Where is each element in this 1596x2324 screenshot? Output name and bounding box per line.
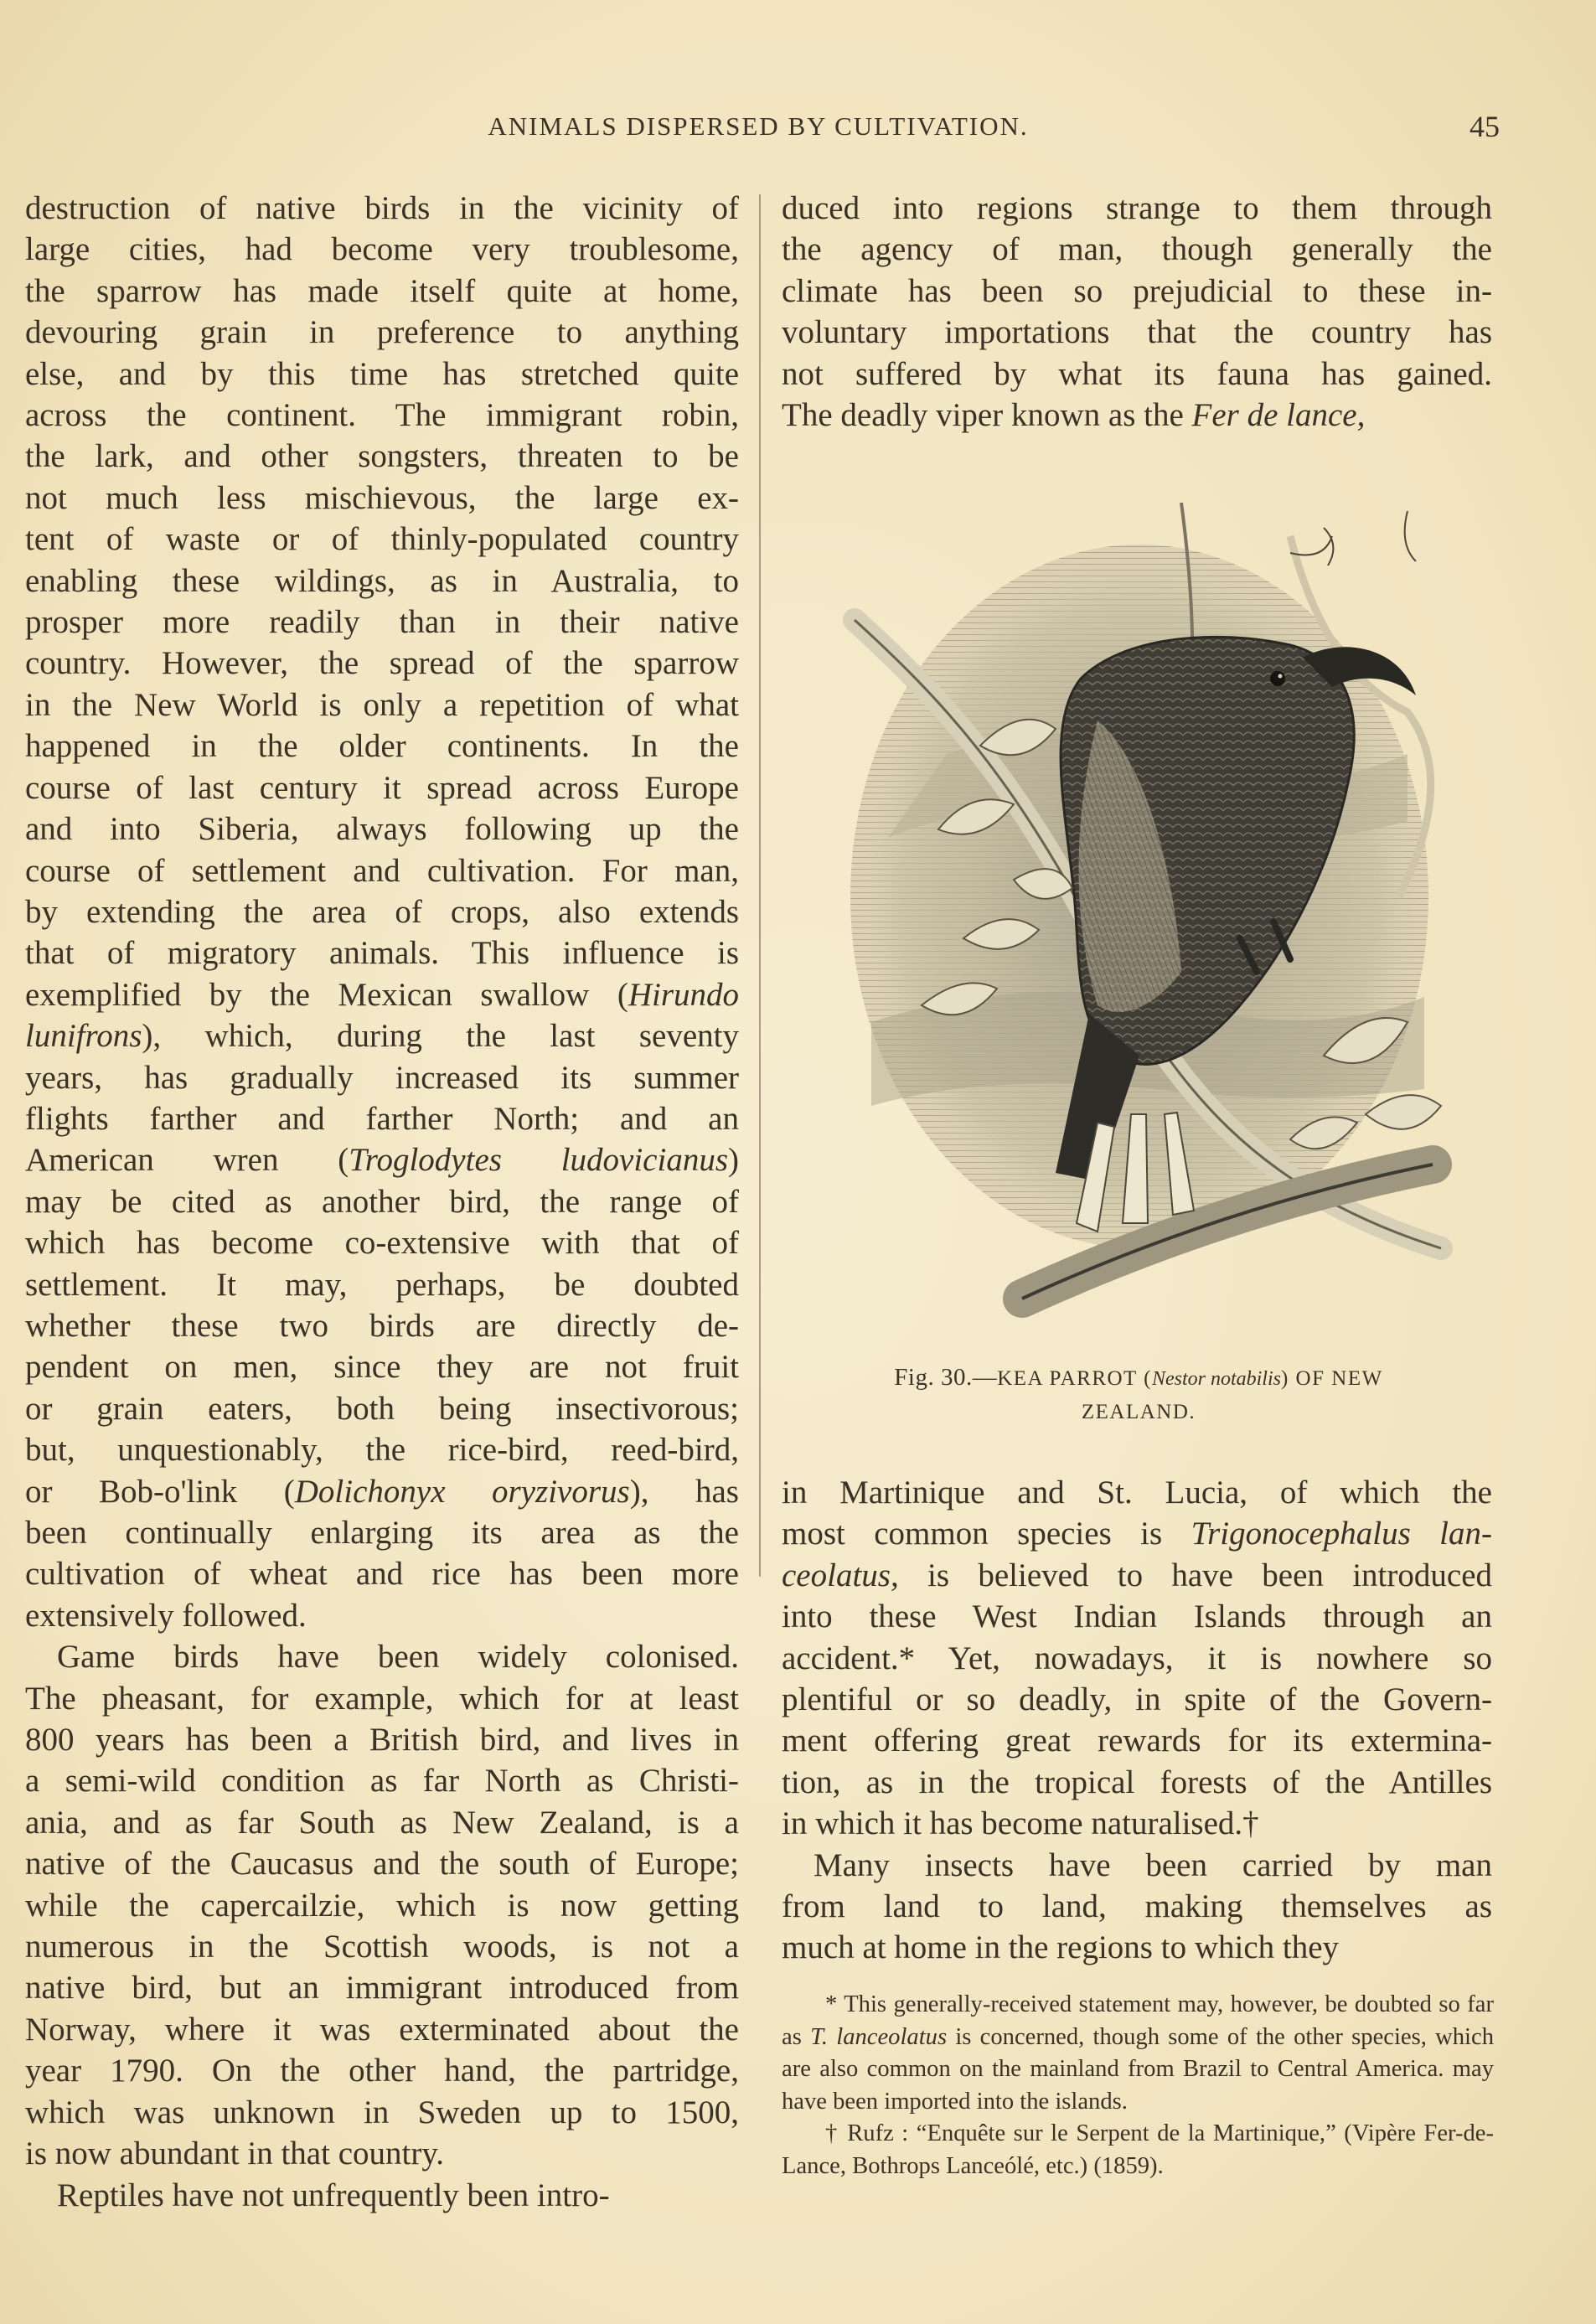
text-line: course of last century it spread across Europe <box>25 769 739 806</box>
text-line: country. However, the spread of the sparrow <box>25 645 739 682</box>
text-line: while the capercailzie, which is now getting <box>25 1887 739 1924</box>
text-line: whether these two birds are directly de- <box>25 1307 739 1344</box>
text-line: into these West Indian Islands through an <box>782 1598 1492 1635</box>
text-line: years, has gradually increased its summer <box>25 1059 739 1096</box>
text-line: course of settlement and cultivation. For man, <box>25 852 739 889</box>
text-line: by extending the area of crops, also extends <box>25 893 739 930</box>
text-line: native bird, but an immigrant introduced from <box>25 1970 739 2006</box>
text-line: may be cited as another bird, the range of <box>25 1183 739 1220</box>
text-line: Game birds have been widely colonised. <box>57 1639 739 1676</box>
text-line: Many insects have been carried by man <box>813 1846 1492 1883</box>
text-line: most common species is Trigonocephalus lan- <box>782 1516 1492 1552</box>
text-line: is now abundant in that country. <box>25 2135 445 2172</box>
text-line: much at home in the regions to which they <box>782 1929 1340 1966</box>
text-line: the sparrow has made itself quite at home, <box>25 272 739 309</box>
text-line: else, and by this time has stretched quite <box>25 355 739 392</box>
text-line: in Martinique and St. Lucia, of which the <box>782 1474 1492 1511</box>
right-column-bottom <box>782 1472 1492 1969</box>
text-line: in the New World is only a repetition of what <box>25 686 739 723</box>
text-line: flights farther and farther North; and an <box>25 1100 739 1137</box>
text-line: or grain eaters, both being insectivorous; <box>25 1390 739 1427</box>
text-line: and into Siberia, always following up the <box>25 811 739 848</box>
text-line: cultivation of wheat and rice has been more <box>25 1556 739 1593</box>
parrot-eye <box>1270 671 1285 686</box>
text-line: pendent on men, since they are not fruit <box>25 1349 739 1386</box>
text-line: 800 years has been a British bird, and lives in <box>25 1722 739 1758</box>
page-number: 45 <box>1469 110 1500 143</box>
text-line: but, unquestionably, the rice-bird, reed-bird, <box>25 1432 739 1469</box>
text-line: destruction of native birds in the vicinity of <box>25 190 739 226</box>
caption-lead: Fig. 30.— <box>894 1364 998 1391</box>
text-line: ment offering great rewards for its extermina- <box>782 1722 1492 1759</box>
text-line: devouring grain in preference to anything <box>25 314 739 351</box>
footnotes <box>782 1989 1494 2182</box>
text-line: Norway, where it was exterminated about the <box>25 2011 739 2048</box>
text-line: tion, as in the tropical forests of the Antilles <box>782 1764 1492 1800</box>
text-line: prosper more readily than in their native <box>25 604 739 641</box>
text-line: ania, and as far South as New Zealand, is a <box>25 1804 739 1841</box>
text-line: or Bob-o'link (Dolichonyx oryzivorus), has <box>25 1473 739 1510</box>
text-line: a semi-wild condition as far North as Christi- <box>25 1763 739 1800</box>
text-line: American wren (Troglodytes ludovicianus) <box>25 1142 739 1179</box>
text-line: lunifrons), which, during the last seventy <box>25 1018 739 1055</box>
text-line: the agency of man, though generally the <box>782 231 1492 268</box>
text-line: accident.* Yet, nowadays, it is nowhere so <box>782 1640 1492 1676</box>
text-line: that of migratory animals. This influence is <box>25 935 739 972</box>
text-line: which was unknown in Sweden up to 1500, <box>25 2094 739 2130</box>
text-line: enabling these wildings, as in Australia, to <box>25 562 739 599</box>
paragraph <box>782 1472 1492 1845</box>
caption-rest: ) OF NEW <box>1280 1367 1383 1390</box>
text-line: happened in the older continents. In the <box>25 728 739 765</box>
text-line: year 1790. On the other hand, the partridge, <box>25 2053 739 2089</box>
text-line: been continually enlarging its area as the <box>25 1515 739 1551</box>
paragraph <box>782 188 1492 436</box>
text-line: not suffered by what its fauna has gained. <box>782 355 1492 392</box>
text-line: plentiful or so deadly, in spite of the Govern- <box>782 1681 1492 1718</box>
paragraph <box>25 2175 739 2216</box>
text-line: from land to land, making themselves as <box>782 1888 1492 1925</box>
column-divider <box>759 194 761 1577</box>
paragraph <box>25 188 739 1636</box>
text-line: extensively followed. <box>25 1597 307 1634</box>
text-line: climate has been so prejudicial to these in- <box>782 272 1492 309</box>
text-line: in which it has become naturalised.† <box>782 1805 1259 1842</box>
figure-caption <box>783 1364 1494 1392</box>
text-line: tent of waste or of thinly-populated country <box>25 521 739 558</box>
text-line: native of the Caucasus and the south of Europe; <box>25 1846 739 1882</box>
parrot-engraving <box>821 503 1458 1332</box>
text-line: exemplified by the Mexican swallow (Hirundo <box>25 976 739 1013</box>
left-column <box>25 188 739 2216</box>
caption-title: KEA PARROT ( <box>997 1367 1152 1390</box>
text-line: across the continent. The immigrant robin, <box>25 397 739 434</box>
figure-caption-line-2: ZEALAND. <box>1081 1401 1196 1423</box>
text-line: numerous in the Scottish woods, is not a <box>25 1929 739 1965</box>
text-line: large cities, had become very troublesome, <box>25 231 739 268</box>
running-head: ANIMALS DISPERSED BY CULTIVATION. <box>488 111 1029 141</box>
text-line: The pheasant, for example, which for at least <box>25 1680 739 1717</box>
kea-parrot-illustration <box>821 503 1458 1332</box>
text-line: ceolatus, is believed to have been introduced <box>782 1557 1492 1593</box>
text-line: settlement. It may, perhaps, be doubted <box>25 1266 739 1303</box>
footnote-2: † Rufz : “Enquête sur le Serpent de la Martinique,” (Vipère Fer-de-Lance, Bothrops Lanceólé, etc.) (1859). <box>782 2120 1494 2179</box>
paragraph <box>25 1636 739 2174</box>
caption-species: Nestor notabilis <box>1151 1368 1281 1390</box>
right-column-top <box>782 188 1492 436</box>
text-line: voluntary importations that the country has <box>782 314 1492 351</box>
text-line: not much less mischievous, the large ex- <box>25 479 739 516</box>
text-line: the lark, and other songsters, threaten to be <box>25 438 739 475</box>
text-line: Reptiles have not unfrequently been intro- <box>57 2177 610 2213</box>
footnote-1: * This generally-received statement may, however, be doubted so far as T. lanceolatus is concerned, though some of the other species, which are also common on the mainland from Brazil to Central America. may have been imported into the islands. <box>782 1991 1494 2115</box>
paragraph <box>782 1845 1492 1969</box>
text-line: which has become co-extensive with that of <box>25 1225 739 1262</box>
text-line: duced into regions strange to them through <box>782 190 1492 226</box>
text-line: The deadly viper known as the Fer de lance, <box>782 397 1366 434</box>
